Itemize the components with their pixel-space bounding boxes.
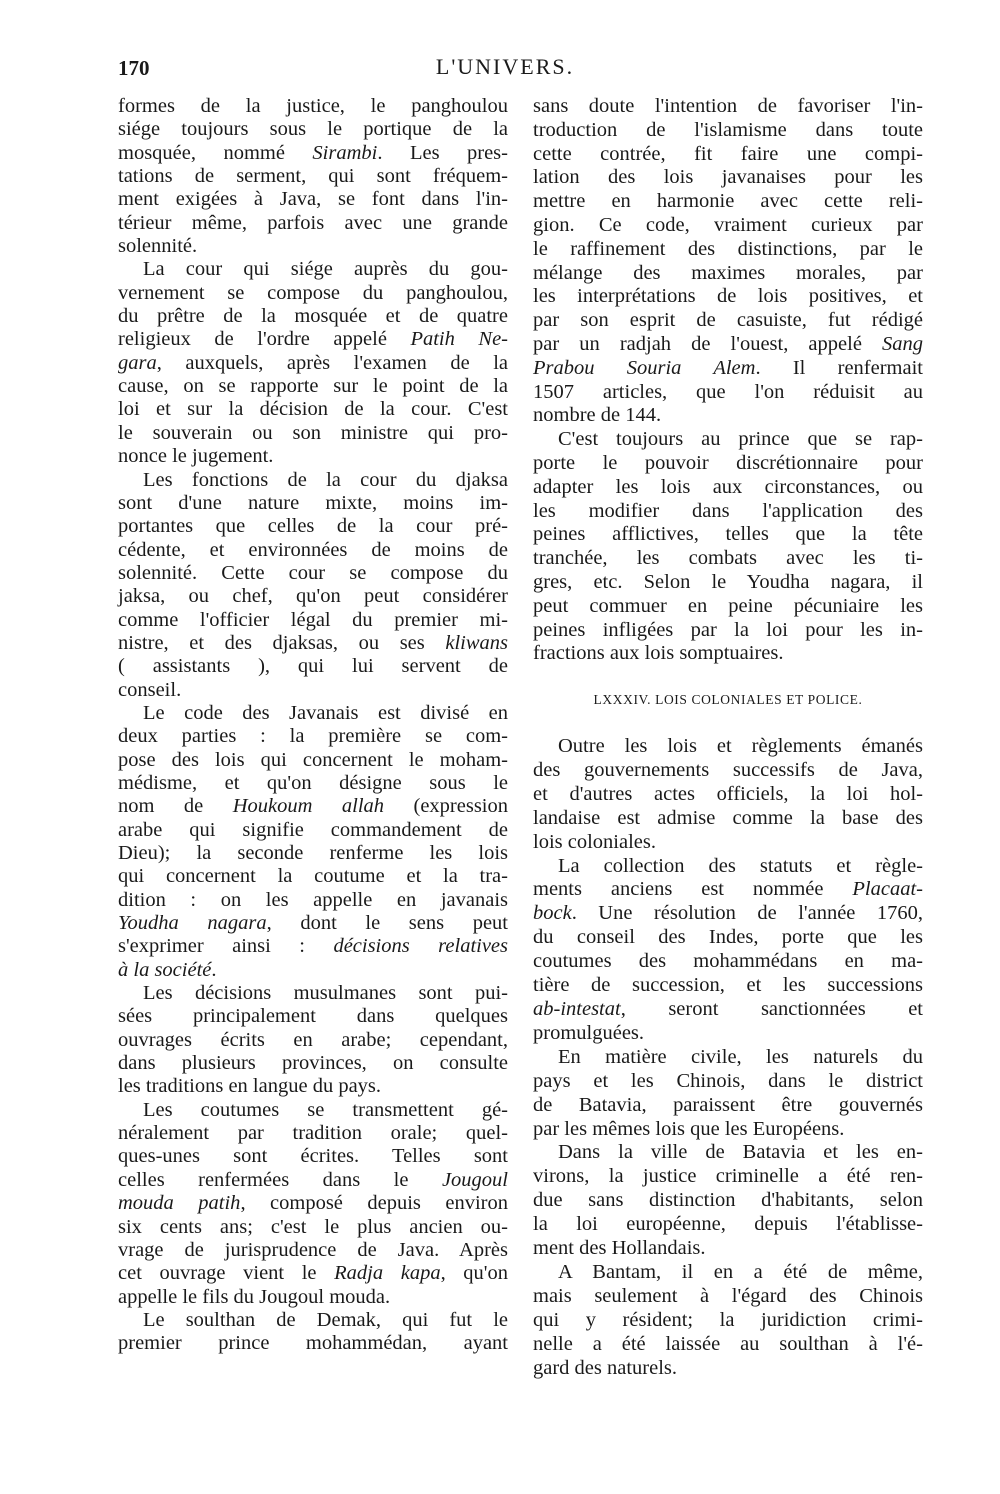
- text-segment: tranchée, les combats avec les ti-: [533, 547, 923, 570]
- text-segment: , seront sanctionnées et: [620, 997, 923, 1020]
- paragraph: [118, 469, 508, 702]
- text-segment: pays et les Chinois, dans le district: [533, 1069, 923, 1092]
- text-line: [533, 119, 923, 143]
- text-segment: landaise est admise comme la base des: [533, 806, 923, 829]
- text-line: [118, 912, 508, 935]
- text-segment: . Une résolution de l'année 1760,: [571, 902, 923, 925]
- text-segment: En matière civile, les naturels du: [558, 1045, 923, 1068]
- text-segment: La cour qui siége auprès du gou-: [143, 258, 508, 281]
- italic-text: Houkoum allah: [232, 795, 385, 818]
- text-line: [533, 238, 923, 262]
- text-line: [118, 515, 508, 538]
- text-line: [533, 619, 923, 643]
- text-line: [118, 1005, 508, 1028]
- text-line: [118, 328, 508, 351]
- text-line: [533, 1333, 923, 1357]
- text-line: [533, 404, 923, 428]
- text-segment: du prêtre de la mosquée et de quatre: [118, 305, 508, 328]
- text-line: [118, 1332, 508, 1355]
- text-line: [533, 855, 923, 879]
- text-line: [118, 188, 508, 211]
- text-segment: C'est toujours au prince que se rap-: [558, 428, 923, 451]
- text-line: [533, 1357, 923, 1381]
- text-line: [533, 950, 923, 974]
- text-segment: gard des naturels.: [533, 1356, 678, 1379]
- text-segment: mosquée, nommé: [118, 141, 313, 164]
- text-segment: .: [211, 958, 217, 981]
- text-segment: peines afflictives, telles que la tête: [533, 523, 923, 546]
- text-segment: ouvrages écrits en arabe; cependant,: [118, 1028, 508, 1051]
- text-segment: jaksa, ou chef, qu'on peut considérer: [118, 585, 508, 608]
- text-segment: virons, la justice criminelle a été ren-: [533, 1165, 923, 1188]
- text-segment: , qu'on: [440, 1262, 509, 1285]
- text-segment: ques-unes sont écrites. Telles sont: [118, 1145, 508, 1168]
- paragraph: [533, 735, 923, 855]
- text-segment: nonce le jugement.: [118, 445, 274, 468]
- text-line: [118, 1239, 508, 1262]
- text-line: [118, 609, 508, 632]
- text-segment: du conseil des Indes, porte que les: [533, 926, 923, 949]
- text-segment: nistre, et des djaksas, ou ses: [118, 631, 446, 654]
- text-line: [533, 333, 923, 357]
- text-segment: les traditions en langue du pays.: [118, 1075, 382, 1098]
- text-line: [533, 381, 923, 405]
- text-line: [118, 305, 508, 328]
- text-segment: mettre en harmonie avec cette reli-: [533, 190, 923, 213]
- text-segment: 1507 articles, que l'on réduisit au: [533, 380, 923, 403]
- text-segment: arabe qui signifie commandement de: [118, 818, 508, 841]
- text-line: [118, 632, 508, 655]
- text-line: [533, 1213, 923, 1237]
- text-segment: ment exigées à Java, se font dans l'in-: [118, 188, 508, 211]
- text-segment: , composé depuis environ: [240, 1192, 509, 1215]
- text-line: [118, 1169, 508, 1192]
- text-segment: , auxquels, après l'examen de la: [156, 351, 508, 374]
- text-line: [118, 819, 508, 842]
- text-line: [118, 375, 508, 398]
- text-line: [118, 795, 508, 818]
- italic-text: kliwans: [445, 631, 508, 654]
- text-line: [533, 998, 923, 1022]
- text-segment: portantes que celles de la cour pré-: [118, 515, 508, 538]
- text-line: [118, 1099, 508, 1122]
- text-segment: celles renfermées dans le: [118, 1168, 442, 1191]
- text-line: [533, 309, 923, 333]
- text-segment: gres, etc. Selon le Youdha nagara, il: [533, 570, 923, 593]
- text-segment: nom de: [118, 795, 233, 818]
- text-segment: Le code des Javanais est divisé en: [143, 701, 508, 724]
- text-segment: sont d'une nature mixte, moins im-: [118, 491, 508, 514]
- italic-text: Sirambi: [312, 141, 378, 164]
- text-segment: deux parties : la première se com-: [118, 725, 508, 748]
- text-line: [533, 452, 923, 476]
- text-segment: mais seulement à l'égard des Chinois: [533, 1284, 923, 1307]
- paragraph: [118, 982, 508, 1099]
- text-line: [118, 889, 508, 912]
- text-segment: loi et sur la décision de la cour. C'est: [118, 398, 508, 421]
- italic-text: Prabou Souria Alem: [533, 356, 756, 379]
- text-line: [118, 118, 508, 141]
- text-segment: A Bantam, il en a été de même,: [558, 1260, 923, 1283]
- text-segment: tations de serment, qui sont fréquem-: [118, 165, 508, 188]
- text-segment: La collection des statuts et règle-: [558, 854, 923, 877]
- text-segment: cet ouvrage vient le: [118, 1262, 335, 1285]
- text-segment: gion. Ce code, vraiment curieux par: [533, 213, 923, 236]
- text-line: [118, 1052, 508, 1075]
- text-segment: le souverain ou son ministre qui pro-: [118, 421, 508, 444]
- paragraph: [533, 428, 923, 666]
- text-line: [533, 1189, 923, 1213]
- italic-text: bock: [533, 902, 572, 925]
- text-line: [533, 1165, 923, 1189]
- text-segment: six cents ans; c'est le plus ancien ou-: [118, 1215, 508, 1238]
- text-segment: médisme, et qu'on désigne sous le: [118, 771, 508, 794]
- italic-text: décisions relatives: [333, 935, 509, 958]
- text-segment: pose des lois qui concernent le moham-: [118, 748, 508, 771]
- text-line: [533, 759, 923, 783]
- page-number: 170: [118, 56, 150, 80]
- text-line: [533, 783, 923, 807]
- text-line: [118, 1122, 508, 1145]
- text-line: [118, 935, 508, 958]
- text-segment: conseil.: [118, 678, 182, 701]
- text-segment: lois coloniales.: [533, 830, 656, 853]
- text-line: [118, 959, 508, 982]
- text-line: [118, 1192, 508, 1215]
- text-line: [533, 500, 923, 524]
- text-segment: cette contrée, fit faire une compi-: [533, 142, 923, 165]
- text-line: [533, 926, 923, 950]
- text-line: [118, 585, 508, 608]
- text-segment: nelle a été laissée au soulthan à l'é-: [533, 1332, 923, 1355]
- text-segment: cédente, et environnées de moins de: [118, 538, 508, 561]
- text-line: [118, 1145, 508, 1168]
- text-line: [533, 1070, 923, 1094]
- text-line: [533, 190, 923, 214]
- text-segment: troduction de l'islamisme dans toute: [533, 118, 923, 141]
- text-line: [533, 831, 923, 855]
- text-segment: comme l'officier légal du premier mi-: [118, 608, 508, 631]
- text-segment: fractions aux lois somptuaires.: [533, 642, 784, 665]
- text-segment: promulguées.: [533, 1021, 645, 1044]
- text-segment: dition : on les appelle en javanais: [118, 888, 508, 911]
- text-segment: solennité.: [118, 235, 198, 258]
- text-line: [533, 1309, 923, 1333]
- text-line: [118, 772, 508, 795]
- text-segment: qui concernent la coutume et la tra-: [118, 865, 508, 888]
- paragraph: [533, 1261, 923, 1381]
- paragraph: [118, 1309, 508, 1356]
- text-segment: Les décisions musulmanes sont pui-: [143, 982, 508, 1005]
- text-line: [533, 285, 923, 309]
- text-line: [533, 476, 923, 500]
- text-segment: ments anciens est nommée: [533, 878, 853, 901]
- text-line: [118, 282, 508, 305]
- text-line: [533, 878, 923, 902]
- text-segment: qui y résident; la juridiction crimi-: [533, 1308, 923, 1331]
- paragraph: [533, 855, 923, 1046]
- text-line: [533, 262, 923, 286]
- text-segment: de Batavia, paraissent être gouvernés: [533, 1093, 923, 1116]
- text-line: [118, 422, 508, 445]
- text-segment: solennité. Cette cour se compose du: [118, 561, 508, 584]
- paragraph: [118, 258, 508, 468]
- text-line: [533, 1094, 923, 1118]
- text-line: [118, 702, 508, 725]
- text-line: [533, 571, 923, 595]
- section-heading: LXXXIV. LOIS COLONIALES ET POLICE.: [593, 692, 863, 707]
- text-line: [533, 1022, 923, 1046]
- text-line: [533, 214, 923, 238]
- text-line: [533, 95, 923, 119]
- text-segment: religieux de l'ordre appelé: [118, 328, 411, 351]
- text-line: [118, 212, 508, 235]
- italic-text: Sang: [882, 332, 923, 355]
- text-line: [118, 165, 508, 188]
- text-segment: par un radjah de l'ouest, appelé: [533, 332, 882, 355]
- text-line: [118, 469, 508, 492]
- text-line: [118, 258, 508, 281]
- text-line: [533, 166, 923, 190]
- text-line: [533, 807, 923, 831]
- text-segment: siége toujours sous le portique de la: [118, 118, 508, 141]
- text-line: [118, 749, 508, 772]
- italic-text: Youdha nagara: [118, 912, 267, 935]
- text-line: [533, 1261, 923, 1285]
- text-segment: les interprétations de lois positives, et: [533, 285, 923, 308]
- text-segment: par son esprit de casuiste, fut rédigé: [533, 309, 923, 332]
- text-segment: peines infligées par la loi pour les in-: [533, 618, 923, 641]
- text-segment: due sans distinction d'habitants, selon: [533, 1189, 923, 1212]
- left-column: [118, 95, 508, 1356]
- italic-text: Jougoul: [441, 1168, 508, 1191]
- text-segment: nombre de 144.: [533, 404, 662, 427]
- text-segment: ment des Hollandais.: [533, 1237, 706, 1260]
- right-column-top: [533, 95, 923, 666]
- text-line: [118, 398, 508, 421]
- paragraph: [118, 1099, 508, 1309]
- text-segment: les modifier dans l'application des: [533, 499, 923, 522]
- text-segment: adapter les lois aux circonstances, ou: [533, 475, 923, 498]
- text-line: [118, 445, 508, 468]
- text-segment: lation des lois javanaises pour les: [533, 166, 923, 189]
- text-line: [533, 974, 923, 998]
- italic-text: à la société: [118, 958, 212, 981]
- text-segment: . Les pres-: [377, 141, 508, 164]
- text-segment: . Il renfermait: [755, 356, 923, 379]
- text-segment: formes de la justice, le panghoulou: [118, 95, 508, 117]
- text-segment: appelle le fils du Jougoul mouda.: [118, 1285, 391, 1308]
- text-segment: vrage de jurisprudence de Java. Après: [118, 1238, 508, 1261]
- text-segment: et d'autres actes officiels, la loi hol-: [533, 782, 923, 805]
- text-segment: Dieu); la seconde renferme les lois: [118, 842, 508, 864]
- text-segment: le raffinement des distinctions, par le: [533, 237, 923, 260]
- right-column-bottom: [533, 735, 923, 1380]
- text-segment: vernement se compose du panghoulou,: [118, 281, 508, 304]
- text-segment: , dont le sens peut: [266, 912, 508, 935]
- text-segment: (expression: [384, 795, 508, 818]
- paragraph: [533, 1141, 923, 1261]
- text-line: [533, 1285, 923, 1309]
- text-segment: des gouvernements successifs de Java,: [533, 758, 923, 781]
- text-line: [118, 725, 508, 748]
- text-line: [118, 865, 508, 888]
- text-segment: térieur même, parfois avec une grande: [118, 211, 508, 234]
- text-segment: mélange des maximes morales, par: [533, 261, 923, 284]
- text-line: [118, 352, 508, 375]
- text-line: [118, 1075, 508, 1098]
- text-segment: sées principalement dans quelques: [118, 1005, 508, 1028]
- text-line: [533, 143, 923, 167]
- paragraph: [533, 95, 923, 428]
- paragraph: [533, 1046, 923, 1142]
- text-segment: Les fonctions de la cour du djaksa: [143, 468, 508, 491]
- text-line: [118, 1286, 508, 1309]
- text-line: [533, 735, 923, 759]
- text-line: [118, 95, 508, 118]
- text-line: [533, 357, 923, 381]
- text-segment: néralement par tradition orale; quel-: [118, 1122, 508, 1145]
- text-line: [533, 547, 923, 571]
- text-line: [533, 1141, 923, 1165]
- text-line: [118, 1262, 508, 1285]
- paragraph: [118, 702, 508, 982]
- text-line: [118, 842, 508, 865]
- text-segment: porte le pouvoir discrétionnaire pour: [533, 451, 923, 474]
- text-segment: dans plusieurs provinces, on consulte: [118, 1052, 508, 1075]
- text-line: [118, 492, 508, 515]
- text-segment: par les mêmes lois que les Européens.: [533, 1117, 845, 1140]
- text-segment: sans doute l'intention de favoriser l'in-: [533, 95, 923, 117]
- italic-text: Placaat-: [852, 878, 923, 901]
- paragraph: [118, 95, 508, 258]
- text-line: [533, 1118, 923, 1142]
- text-segment: peut commuer en peine pécuniaire les: [533, 594, 923, 617]
- text-segment: tière de succession, et les successions: [533, 974, 923, 997]
- text-line: [533, 595, 923, 619]
- text-line: [533, 642, 923, 666]
- text-line: [118, 562, 508, 585]
- text-segment: s'exprimer ainsi :: [118, 935, 334, 958]
- text-line: [533, 1237, 923, 1261]
- text-line: [118, 142, 508, 165]
- text-segment: Dans la ville de Batavia et les en-: [558, 1141, 923, 1164]
- italic-text: gara: [118, 351, 157, 374]
- text-line: [118, 1029, 508, 1052]
- text-line: [118, 539, 508, 562]
- text-line: [118, 235, 508, 258]
- text-line: [118, 1216, 508, 1239]
- text-segment: coutumes des mohammédans en ma-: [533, 950, 923, 973]
- running-title: L'UNIVERS.: [435, 54, 575, 79]
- text-line: [533, 902, 923, 926]
- text-line: [118, 655, 508, 678]
- italic-text: ab-intestat: [533, 997, 621, 1020]
- italic-text: Patih Ne-: [410, 328, 509, 351]
- italic-text: mouda patih: [118, 1192, 241, 1215]
- text-line: [118, 679, 508, 702]
- text-segment: premier prince mohammédan, ayant: [118, 1332, 508, 1355]
- italic-text: Radja kapa: [334, 1262, 441, 1285]
- text-segment: Le soulthan de Demak, qui fut le: [143, 1308, 508, 1331]
- text-line: [533, 523, 923, 547]
- text-segment: Les coutumes se transmettent gé-: [143, 1098, 508, 1121]
- text-line: [533, 1046, 923, 1070]
- text-segment: cause, on se rapporte sur le point de la: [118, 375, 508, 398]
- text-segment: la loi européenne, depuis l'établisse-: [533, 1213, 923, 1236]
- text-segment: Outre les lois et règlements émanés: [558, 735, 923, 757]
- text-segment: ( assistants ), qui lui servent de: [118, 655, 508, 678]
- text-line: [533, 428, 923, 452]
- text-line: [118, 982, 508, 1005]
- text-line: [118, 1309, 508, 1332]
